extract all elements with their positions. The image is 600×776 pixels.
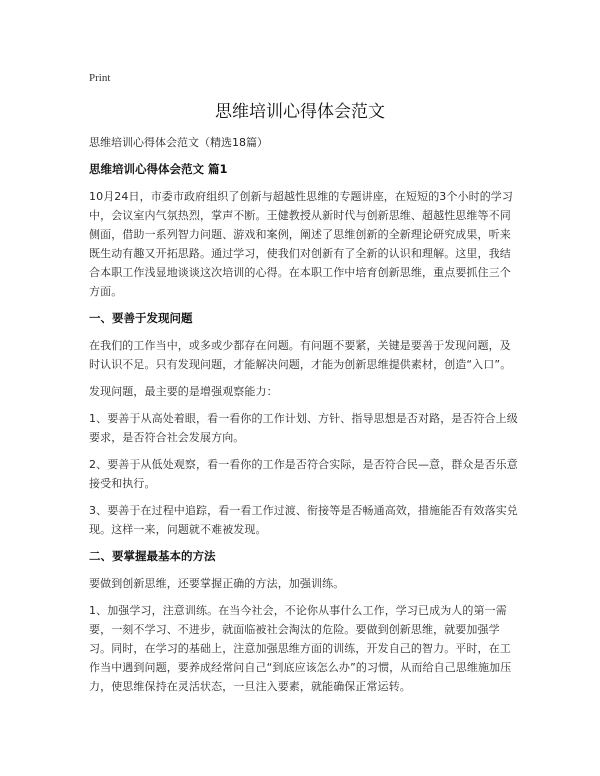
paragraph: 要做到创新思维，还要掌握正确的方法，加强训练。 xyxy=(89,577,345,590)
document-body xyxy=(89,133,519,704)
print-label[interactable]: Print xyxy=(89,72,111,84)
list-item: 2、要善于从低处观察，看一看你的工作是否符合实际，是否符合民—意，群众是否乐意接受和执行。 xyxy=(89,458,518,490)
heading-basic-methods: 二、要掌握最基本的方法 xyxy=(89,549,216,563)
paragraph: 在我们的工作当中，或多或少都存在问题。有问题不要紧，关键是要善于发现问题，及时认识不足。只有发现问题，才能解决问题，才能为创新思维提供素材，创造“入口”。 xyxy=(89,339,512,371)
document-subtitle: 思维培训心得体会范文（精选18篇） xyxy=(89,136,268,149)
list-item: 3、要善于在过程中追踪，看一看工作过渡、衔接等是否畅通高效，措施能否有效落实兑现。这样一来，问题就不难被发现。 xyxy=(89,504,518,536)
paragraph: 发现问题，最主要的是增强观察能力： xyxy=(89,385,278,398)
list-item: 1、要善于从高处着眼，看一看你的工作计划、方针、指导思想是否对路，是否符合上级要求，是否符合社会发展方向。 xyxy=(89,412,518,444)
intro-paragraph: 10月24日，市委市政府组织了创新与超越性思维的专题讲座，在短短的3个小时的学习中，会议室内气氛热烈，掌声不断。王健教授从新时代与创新思维、超越性思维等不同侧面，借助一系列智力问题、游戏和案例，阐述了思维创新的全新理论研究成果，听来既生动有趣又开拓思路。通过学习，使我们对创新有了全新的认识和理解。这里，我结合本职工作浅显地谈谈这次培训的心得。在本职工作中培育创新思维，重点要抓住三个方面。 xyxy=(89,190,513,298)
page-title: 思维培训心得体会范文 xyxy=(215,102,385,122)
heading-discover-problems: 一、要善于发现问题 xyxy=(89,311,193,325)
list-item: 1、加强学习，注意训练。在当今社会，不论你从事什么工作，学习已成为人的第一需要，一刻不学习、不进步，就面临被社会淘汰的危险。要做到创新思维，就要加强学习。同时，在学习的基础上，注意加强思维方面的训练，开发自己的智力。平时，在工作当中遇到问题，要养成经常问自己“到底应该怎么办”的习惯，从而给自己思维施加压力，使思维保持在灵活状态，一旦注入要素，就能确保正常运转。 xyxy=(89,604,512,693)
section-title: 思维培训心得体会范文 篇1 xyxy=(89,162,228,176)
